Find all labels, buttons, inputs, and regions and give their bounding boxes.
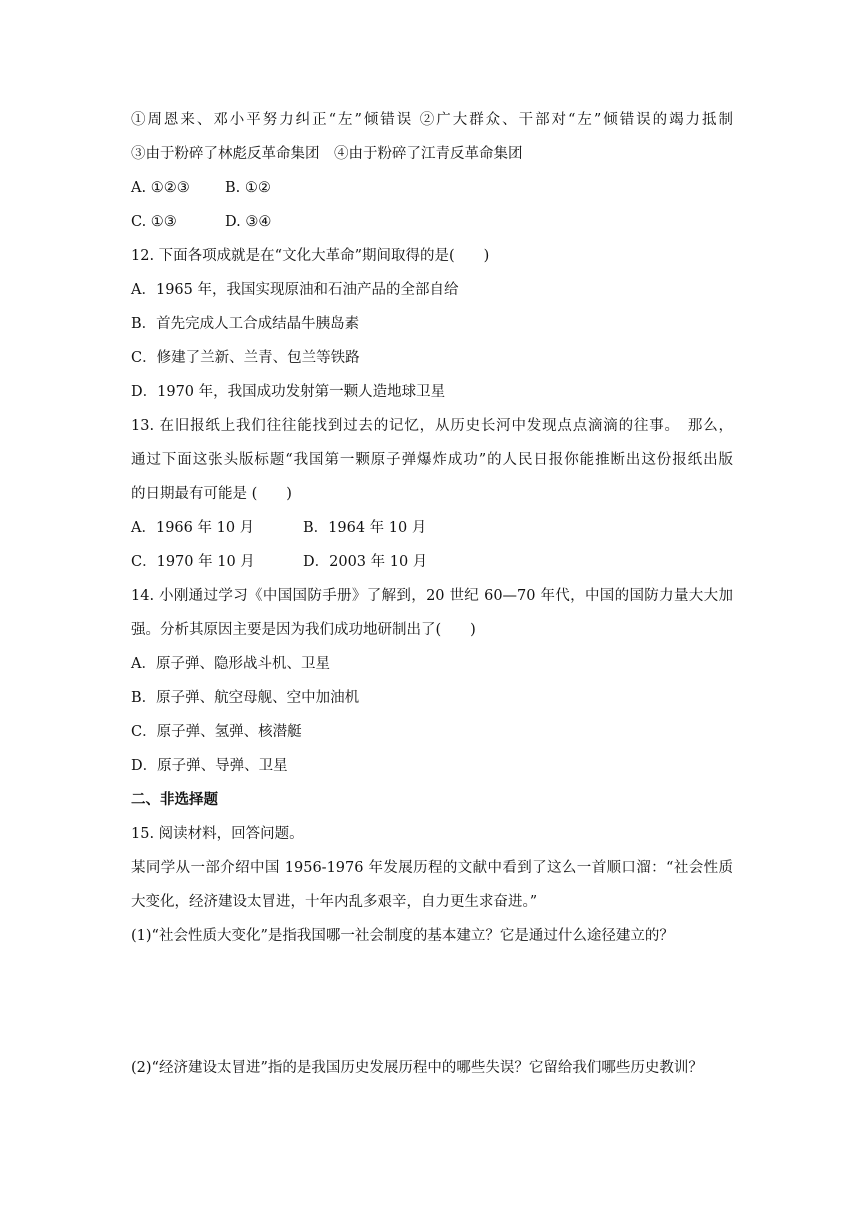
q13-options-row1 (131, 518, 426, 538)
q13-stem-line2: 通过下面这张头版标题“我国第一颗原子弹爆炸成功”的人民日报你能推断出这份报纸出版 (131, 452, 733, 468)
q12-stem: 12. 下面各项成就是在“文化大革命”期间取得的是( ) (131, 248, 490, 264)
q13-stem-line3: 的日期最有可能是 ( ) (131, 486, 292, 502)
q13-options-row2 (131, 552, 427, 572)
q14-option-c: C．原子弹、氢弹、核潜艇 (131, 724, 302, 740)
q11-option-d: D. ③④ (225, 214, 272, 230)
q15-subquestion-1: (1)“社会性质大变化”是指我国哪一社会制度的基本建立？它是通过什么途径建立的？ (131, 928, 674, 944)
q13-option-a: A．1966 年 10 月 (131, 520, 255, 536)
q14-option-b: B．原子弹、航空母舰、空中加油机 (131, 690, 360, 706)
q14-stem-line2: 强。分析其原因主要是因为我们成功地研制出了( ) (131, 622, 476, 638)
q11-option-c: C. ①③ (131, 214, 177, 230)
q13-stem-line1: 13. 在旧报纸上我们往往能找到过去的记忆，从历史长河中发现点点滴滴的往事。 那么， (131, 418, 733, 434)
q13-option-d: D．2003 年 10 月 (303, 554, 428, 570)
q15-material-line2: 大变化，经济建设太冒进，十年内乱多艰辛，自力更生求奋进。” (131, 894, 538, 910)
q11-option-b: B. ①② (225, 180, 271, 196)
q14-option-a: A．原子弹、隐形战斗机、卫星 (131, 656, 330, 672)
q14-option-d: D．原子弹、导弹、卫星 (131, 758, 288, 774)
q11-option-a: A. ①②③ (131, 180, 190, 196)
q11-statements-line2: ③由于粉碎了林彪反革命集团 ④由于粉碎了江青反革命集团 (131, 146, 523, 162)
q11-options-row1 (131, 178, 271, 198)
q12-option-c: C．修建了兰新、兰青、包兰等铁路 (131, 350, 360, 366)
q15-material-line1: 某同学从一部介绍中国 1956-1976 年发展历程的文献中看到了这么一首顺口溜：“社会性质 (131, 860, 733, 876)
q15-subquestion-2: (2)“经济建设太冒进”指的是我国历史发展历程中的哪些失误？它留给我们哪些历史教训？ (131, 1060, 703, 1076)
q11-options-row2 (131, 212, 271, 232)
q13-option-b: B．1964 年 10 月 (303, 520, 427, 536)
q11-statements-line1: ①周恩来、邓小平努力纠正“左”倾错误 ②广大群众、干部对“左”倾错误的竭力抵制 (131, 112, 733, 128)
q14-stem-line1: 14. 小刚通过学习《中国国防手册》了解到，20 世纪 60—70 年代，中国的国防力量大大加 (131, 588, 733, 604)
q12-option-a: A．1965 年，我国实现原油和石油产品的全部自给 (131, 282, 459, 298)
q13-option-c: C．1970 年 10 月 (131, 554, 255, 570)
q12-option-b: B．首先完成人工合成结晶牛胰岛素 (131, 316, 360, 332)
section-heading-non-choice: 二、非选择题 (131, 792, 218, 808)
q12-option-d: D．1970 年，我国成功发射第一颗人造地球卫星 (131, 384, 446, 400)
q15-stem: 15. 阅读材料，回答问题。 (131, 826, 304, 842)
